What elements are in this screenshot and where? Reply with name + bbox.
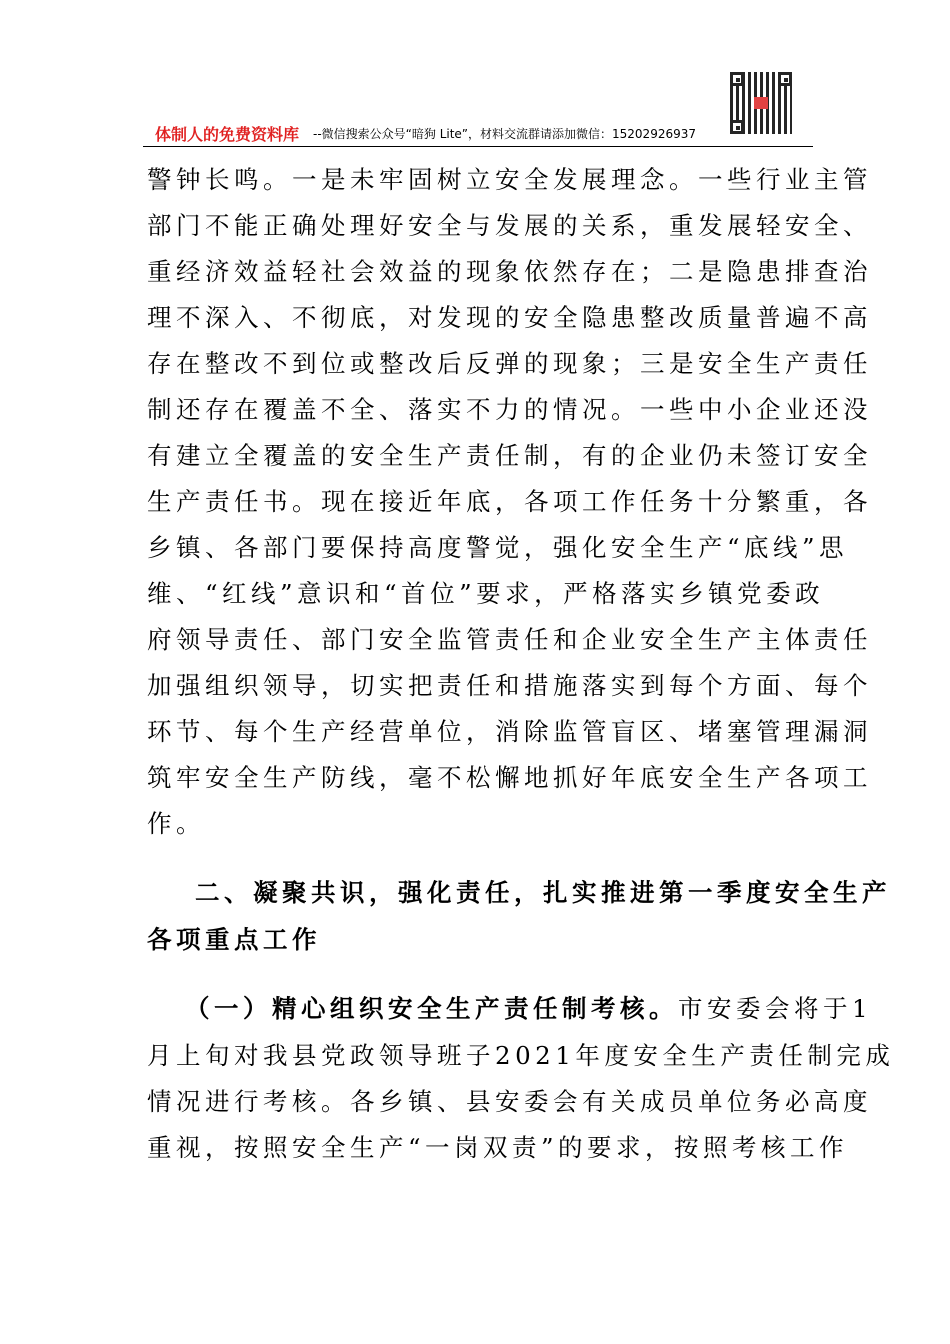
body-line: 维、“红线”意识和“首位”要求，严格落实乡镇党委政 bbox=[147, 579, 825, 608]
body-line: 情况进行考核。各乡镇、县安委会有关成员单位务必高度 bbox=[147, 1087, 872, 1116]
body-line: 部门不能正确处理好安全与发展的关系，重发展轻安全、 bbox=[147, 211, 872, 240]
subsection-title: （一）精心组织安全生产责任制考核。 bbox=[185, 994, 678, 1023]
body-line: 重视，按照安全生产“一岗双责”的要求，按照考核工作 bbox=[147, 1133, 849, 1162]
body-line: 乡镇、各部门要保持高度警觉，强化安全生产“底线”思 bbox=[147, 533, 849, 562]
body-line: 理不深入、不彻底，对发现的安全隐患整改质量普遍不高 bbox=[147, 303, 872, 332]
body-line: 筑牢安全生产防线，毫不松懈地抓好年底安全生产各项工 bbox=[147, 763, 872, 792]
subsection-line bbox=[185, 994, 872, 1024]
body-line: 存在整改不到位或整改后反弹的现象；三是安全生产责任 bbox=[147, 349, 872, 378]
header-brand: 体制人的免费资料库 bbox=[155, 125, 300, 144]
section-heading: 各项重点工作 bbox=[147, 925, 321, 954]
header-contact-text: --微信搜索公众号“暗狗 Lite”，材料交流群请添加微信：15202926937 bbox=[313, 127, 696, 141]
qr-finder-icon bbox=[778, 72, 792, 86]
body-line: 月上旬对我县党政领导班子2021年度安全生产责任制完成 bbox=[147, 1041, 895, 1070]
body-line: 环节、每个生产经营单位，消除监管盲区、堵塞管理漏洞 bbox=[147, 717, 872, 746]
qr-finder-icon bbox=[730, 72, 744, 86]
body-line: 重经济效益轻社会效益的现象依然存在；二是隐患排查治 bbox=[147, 257, 872, 286]
body-line: 府领导责任、部门安全监管责任和企业安全生产主体责任 bbox=[147, 625, 872, 654]
body-line: 生产责任书。现在接近年底，各项工作任务十分繁重，各 bbox=[147, 487, 872, 516]
subsection-text: 市安委会将于1 bbox=[678, 994, 873, 1023]
body-line: 警钟长鸣。一是未牢固树立安全发展理念。一些行业主管 bbox=[147, 165, 872, 194]
body-line: 作。 bbox=[147, 809, 205, 838]
page-header bbox=[143, 118, 813, 147]
body-line: 加强组织领导，切实把责任和措施落实到每个方面、每个 bbox=[147, 671, 872, 700]
body-line: 有建立全覆盖的安全生产责任制，有的企业仍未签订安全 bbox=[147, 441, 872, 470]
qr-logo-icon bbox=[754, 97, 768, 109]
section-heading: 二、凝聚共识，强化责任，扎实推进第一季度安全生产 bbox=[195, 878, 891, 907]
body-line: 制还存在覆盖不全、落实不力的情况。一些中小企业还没 bbox=[147, 395, 872, 424]
